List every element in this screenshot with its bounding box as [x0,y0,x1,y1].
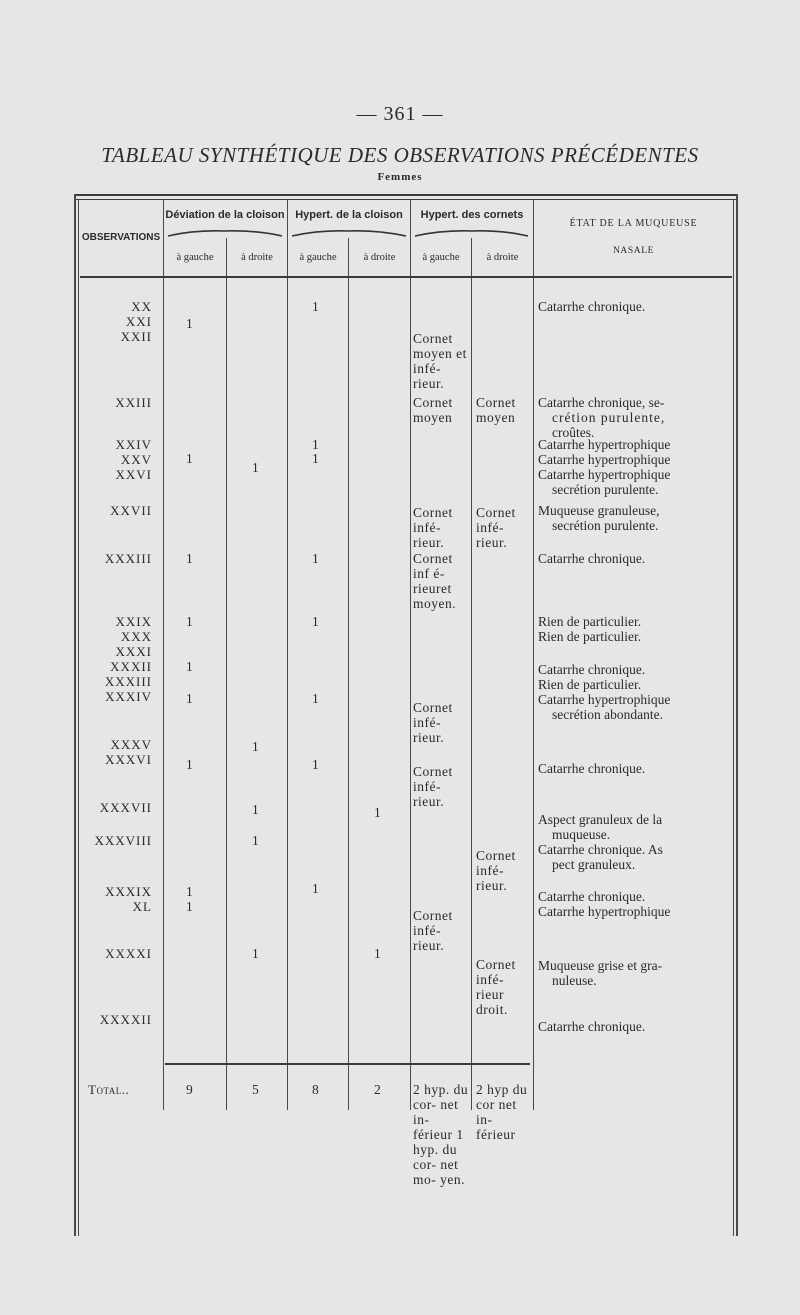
observation-number: XXIX [115,614,152,629]
etat-text: Catarrhe hypertrophique [538,437,671,452]
etat-text: Catarrhe chronique. [538,761,646,776]
header-brace-icons [164,224,534,238]
total-hyp-gauche: 8 [312,1082,319,1097]
hyp-gauche-value: 1 [312,551,319,566]
etat-text: Aspect granuleux de la [538,812,663,827]
cornet-gauche-text: Cornet moyen et infé- rieur. [413,331,467,391]
observation-number: XXXIV [105,689,152,704]
observation-number: XXVII [110,503,152,518]
etat-text: secrétion purulente. [552,482,659,497]
observation-number: XXXIX [105,884,152,899]
observation-number: XXXIII [104,674,152,689]
dev-gauche-value: 1 [186,614,193,629]
cornet-gauche-text: Cornet infé- rieur. [413,505,453,550]
etat-text: secrétion purulente. [552,518,659,533]
observation-number: XXV [120,452,152,467]
hyp-gauche-value: 1 [312,881,319,896]
observation-number: XXXIII [104,551,152,566]
header-etat-line2: NASALE [612,246,655,256]
etat-text: secrétion abondante. [552,707,663,722]
header-deviation: Déviation de la cloison [165,209,285,221]
hyp-droite-value: 1 [374,946,381,961]
etat-text: nuleuse. [552,973,597,988]
observation-number: XXXXI [105,946,152,961]
sub-header-cornet-gauche: à gauche [422,252,460,263]
observation-number: XL [132,899,152,914]
cornet-droite-text: Cornet infé- rieur droit. [476,957,516,1017]
cornet-droite-text: Cornet infé- rieur. [476,848,516,893]
etat-text: Rien de particulier. [538,677,642,692]
observation-number: XXXII [110,659,152,674]
dev-gauche-value: 1 [186,757,193,772]
etat-text: croûtes. [552,425,595,440]
observation-number: XXXI [115,644,152,659]
etat-text: Catarrhe hypertrophique [538,692,671,707]
observation-number: XXXVI [105,752,152,767]
cornet-gauche-text: Cornet infé- rieur. [413,908,453,953]
etat-text: Catarrhe hypertrophique [538,452,671,467]
observation-number: XX [131,299,152,314]
etat-text: pect granuleux. [552,857,636,872]
etat-text: Catarrhe chronique. [538,662,646,677]
total-dev-gauche: 9 [186,1082,193,1097]
etat-text: Muqueuse granuleuse, [538,503,660,518]
etat-text: Catarrhe chronique. [538,889,646,904]
header-observations: OBSERVATIONS [81,232,161,243]
hyp-gauche-value: 1 [312,691,319,706]
etat-text: muqueuse. [552,827,611,842]
page-subtitle: Femmes [377,171,423,183]
sub-header-hyp-droite: à droite [363,252,396,263]
dev-droite-value: 1 [252,739,259,754]
dev-gauche-value: 1 [186,316,193,331]
cornet-droite-text: Cornet moyen [476,395,516,425]
hyp-gauche-value: 1 [312,451,319,466]
dev-gauche-value: 1 [186,451,193,466]
total-hyp-droite: 2 [374,1082,381,1097]
etat-text: Rien de particulier. [538,629,642,644]
header-hypert-cloison: Hypert. de la cloison [295,209,403,221]
dev-gauche-value: 1 [186,551,193,566]
hyp-gauche-value: 1 [312,437,319,452]
etat-text: Catarrhe chronique, se- [538,395,665,410]
etat-text: Catarrhe chronique. [538,299,646,314]
cornet-gauche-text: Cornet infé- rieur. [413,700,453,745]
etat-text: Muqueuse grise et gra- [538,958,663,973]
dev-gauche-value: 1 [186,659,193,674]
dev-gauche-value: 1 [186,899,193,914]
dev-droite-value: 1 [252,802,259,817]
dev-gauche-value: 1 [186,884,193,899]
etat-text: Catarrhe hypertrophique [538,904,671,919]
cornet-gauche-text: Cornet infé- rieur. [413,764,453,809]
observation-number: XXXXII [99,1012,152,1027]
etat-text: crétion purulente, [552,410,666,425]
sub-header-hyp-gauche: à gauche [299,252,337,263]
observation-number: XXIII [115,395,152,410]
etat-text: Catarrhe chronique. As [538,842,663,857]
etat-text: Catarrhe chronique. [538,551,646,566]
sub-header-dev-gauche: à gauche [176,252,214,263]
dev-gauche-value: 1 [186,691,193,706]
observation-number: XXIV [115,437,152,452]
total-cornet-droite: 2 hyp du cor net in- férieur [476,1082,528,1142]
total-cornet-gauche: 2 hyp. du cor- net in- férieur 1 hyp. du cor- net mo- yen. [413,1082,469,1187]
dev-droite-value: 1 [252,833,259,848]
hyp-gauche-value: 1 [312,757,319,772]
page-title: TABLEAU SYNTHÉTIQUE DES OBSERVATIONS PRÉCÉDENTES [101,143,699,167]
observation-number: XXI [125,314,152,329]
hyp-gauche-value: 1 [312,614,319,629]
total-dev-droite: 5 [252,1082,259,1097]
observation-number: XXXVII [99,800,152,815]
page-number: — 361 — [356,103,444,125]
dev-droite-value: 1 [252,946,259,961]
sub-header-dev-droite: à droite [241,252,273,263]
hyp-droite-value: 1 [374,805,381,820]
dev-droite-value: 1 [252,460,259,475]
cornet-gauche-text: Cornet moyen [413,395,453,425]
hyp-gauche-value: 1 [312,299,319,314]
cornet-droite-text: Cornet infé- rieur. [476,505,516,550]
etat-text: Catarrhe hypertrophique [538,467,671,482]
observation-number: XXXVIII [94,833,152,848]
sub-header-cornet-droite: à droite [486,252,519,263]
total-label: Total.. [88,1082,130,1097]
cornet-gauche-text: Cornet inf é- rieuret moyen. [413,551,457,611]
observation-number: XXX [120,629,152,644]
header-hypert-cornets: Hypert. des cornets [420,209,524,221]
observation-number: XXXV [110,737,152,752]
header-etat-line1: ÉTAT DE LA MUQUEUSE [569,218,698,229]
observation-number: XXVI [115,467,152,482]
etat-text: Rien de particulier. [538,614,642,629]
etat-text: Catarrhe chronique. [538,1019,646,1034]
observation-number: XXII [120,329,152,344]
